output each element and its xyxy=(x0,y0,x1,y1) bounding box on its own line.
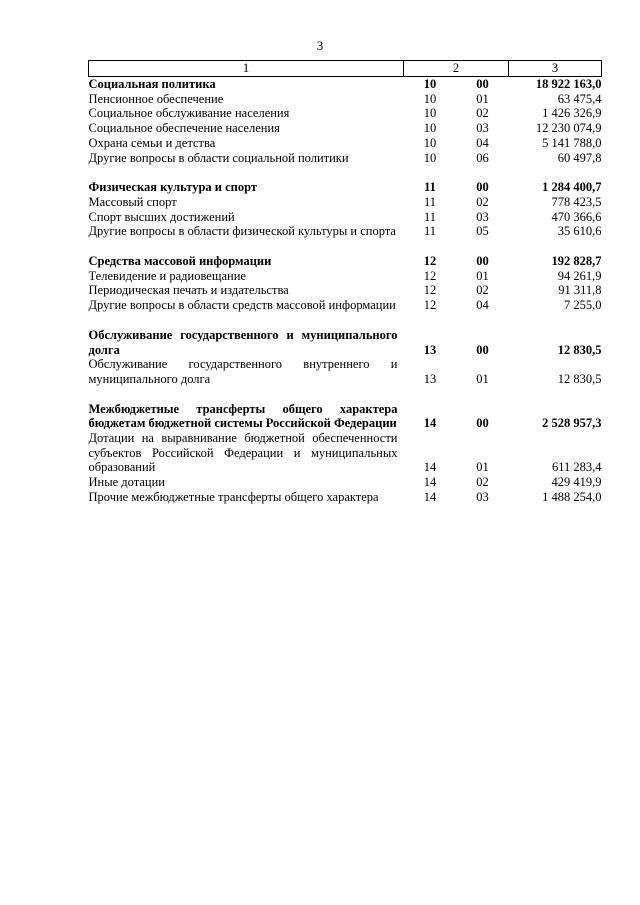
header-col-3: 3 xyxy=(509,61,602,77)
row-subsection-code: 01 xyxy=(476,91,489,106)
row-name: Другие вопросы в области социальной политики xyxy=(88,150,349,165)
subsection-row xyxy=(89,106,602,121)
section-total-row xyxy=(89,402,602,431)
section-total-row xyxy=(89,77,602,92)
subsection-row xyxy=(89,431,602,475)
row-subsection-code: 02 xyxy=(476,106,489,121)
section-total-row xyxy=(89,254,602,269)
group-spacer xyxy=(89,239,602,254)
row-section-code: 11 xyxy=(423,224,437,239)
subsection-row xyxy=(89,195,602,210)
row-section-code: 10 xyxy=(423,106,437,121)
row-subsection-code: 02 xyxy=(476,194,489,209)
row-name: Средства массовой информации xyxy=(88,254,272,269)
row-name: Пенсионное обеспечение xyxy=(88,91,224,106)
row-section-code: 11 xyxy=(423,209,437,224)
row-section-code: 10 xyxy=(423,91,437,106)
row-name: Спорт высших достижений xyxy=(88,209,235,224)
row-subsection-code: 00 xyxy=(476,254,489,269)
row-amount: 63 475,4 xyxy=(557,91,602,106)
row-name: Другие вопросы в области средств массовой информации xyxy=(88,298,396,313)
row-section-code: 14 xyxy=(423,416,437,431)
subsection-row xyxy=(89,121,602,136)
row-subsection-code: 04 xyxy=(476,298,489,313)
row-subsection-code: 00 xyxy=(476,342,489,357)
budget-table xyxy=(88,60,602,505)
row-name: Социальная политика xyxy=(88,77,216,91)
row-amount: 5 141 788,0 xyxy=(542,135,602,150)
table-body xyxy=(89,77,602,505)
spacer-cell xyxy=(89,387,602,402)
page-number: 3 xyxy=(316,38,324,53)
row-name: Прочие межбюджетные трансферты общего характера xyxy=(88,489,379,504)
row-subsection-code: 03 xyxy=(476,121,489,136)
row-name: Другие вопросы в области физической культуры и спорта xyxy=(88,224,396,239)
row-amount: 2 528 957,3 xyxy=(542,416,602,431)
row-subsection-code: 01 xyxy=(476,371,489,386)
row-subsection-code: 00 xyxy=(476,77,489,91)
row-amount: 18 922 163,0 xyxy=(535,77,602,91)
row-amount: 1 488 254,0 xyxy=(542,489,602,504)
row-name: Физическая культура и спорт xyxy=(88,180,258,195)
row-amount: 470 366,6 xyxy=(551,209,602,224)
row-amount: 94 261,9 xyxy=(557,268,602,283)
row-section-code: 12 xyxy=(423,283,437,298)
row-amount: 1 426 326,9 xyxy=(542,106,602,121)
row-subsection-code: 03 xyxy=(476,209,489,224)
row-section-code: 10 xyxy=(423,121,437,136)
row-subsection-code: 00 xyxy=(476,416,489,431)
header-col-2: 2 xyxy=(404,61,509,77)
row-name: Периодическая печать и издательства xyxy=(88,283,289,298)
row-section-code: 13 xyxy=(423,342,437,357)
row-name: Иные дотации xyxy=(88,475,165,490)
row-amount: 35 610,6 xyxy=(557,224,602,239)
row-name: Социальное обеспечение населения xyxy=(88,121,280,136)
section-total-row xyxy=(89,180,602,195)
row-name: Обслуживание государственного и муниципального долга xyxy=(88,327,398,357)
row-section-code: 12 xyxy=(423,254,437,269)
row-section-code: 10 xyxy=(423,77,437,91)
row-subsection-code: 01 xyxy=(476,268,489,283)
row-name: Межбюджетные трансферты общего характера бюджетам бюджетной системы Российской Федерации xyxy=(88,401,398,431)
subsection-row xyxy=(89,151,602,166)
row-subsection-code: 06 xyxy=(476,150,489,165)
row-section-code: 14 xyxy=(423,475,437,490)
subsection-row xyxy=(89,210,602,225)
row-amount: 12 830,5 xyxy=(557,342,602,357)
group-spacer xyxy=(89,313,602,328)
subsection-row xyxy=(89,475,602,490)
header-col-1: 1 xyxy=(89,61,404,77)
row-name: Социальное обслуживание населения xyxy=(88,106,290,121)
row-subsection-code: 02 xyxy=(476,475,489,490)
subsection-row xyxy=(89,490,602,505)
row-amount: 429 419,9 xyxy=(551,475,602,490)
row-amount: 12 230 074,9 xyxy=(535,121,602,136)
table-header-row xyxy=(89,61,602,77)
row-amount: 91 311,8 xyxy=(558,283,602,298)
subsection-row xyxy=(89,92,602,107)
row-subsection-code: 04 xyxy=(476,135,489,150)
row-name: Массовый спорт xyxy=(88,194,177,209)
row-name: Телевидение и радиовещание xyxy=(88,268,246,283)
section-total-row xyxy=(89,328,602,357)
subsection-row xyxy=(89,269,602,284)
group-spacer xyxy=(89,165,602,180)
row-amount: 778 423,5 xyxy=(551,194,602,209)
row-section-code: 11 xyxy=(424,180,436,195)
row-subsection-code: 05 xyxy=(476,224,489,239)
subsection-row xyxy=(89,283,602,298)
row-section-code: 12 xyxy=(423,298,437,313)
row-subsection-code: 03 xyxy=(476,489,489,504)
row-amount: 12 830,5 xyxy=(557,371,602,386)
row-section-code: 14 xyxy=(423,460,437,475)
group-spacer xyxy=(89,387,602,402)
row-amount: 611 283,4 xyxy=(551,460,602,475)
row-section-code: 12 xyxy=(423,268,437,283)
row-name: Дотации на выравнивание бюджетной обеспеченности субъектов Российской Федерации и муниципальных образований xyxy=(88,431,398,475)
spacer-cell xyxy=(89,165,602,180)
row-subsection-code: 00 xyxy=(476,180,489,195)
row-section-code: 13 xyxy=(423,371,437,386)
subsection-row xyxy=(89,357,602,386)
row-subsection-code: 01 xyxy=(476,460,489,475)
row-amount: 60 497,8 xyxy=(557,150,602,165)
subsection-row xyxy=(89,224,602,239)
row-section-code: 14 xyxy=(423,489,437,504)
row-amount: 192 828,7 xyxy=(551,254,602,269)
spacer-cell xyxy=(89,239,602,254)
row-section-code: 11 xyxy=(423,194,437,209)
row-subsection-code: 02 xyxy=(476,283,489,298)
subsection-row xyxy=(89,298,602,313)
row-section-code: 10 xyxy=(423,135,437,150)
subsection-row xyxy=(89,136,602,151)
row-name: Обслуживание государственного внутреннего и муниципального долга xyxy=(88,357,398,386)
spacer-cell xyxy=(89,313,602,328)
row-amount: 1 284 400,7 xyxy=(542,180,602,195)
row-section-code: 10 xyxy=(423,150,437,165)
row-amount: 7 255,0 xyxy=(564,298,602,313)
row-name: Охрана семьи и детства xyxy=(88,135,216,150)
